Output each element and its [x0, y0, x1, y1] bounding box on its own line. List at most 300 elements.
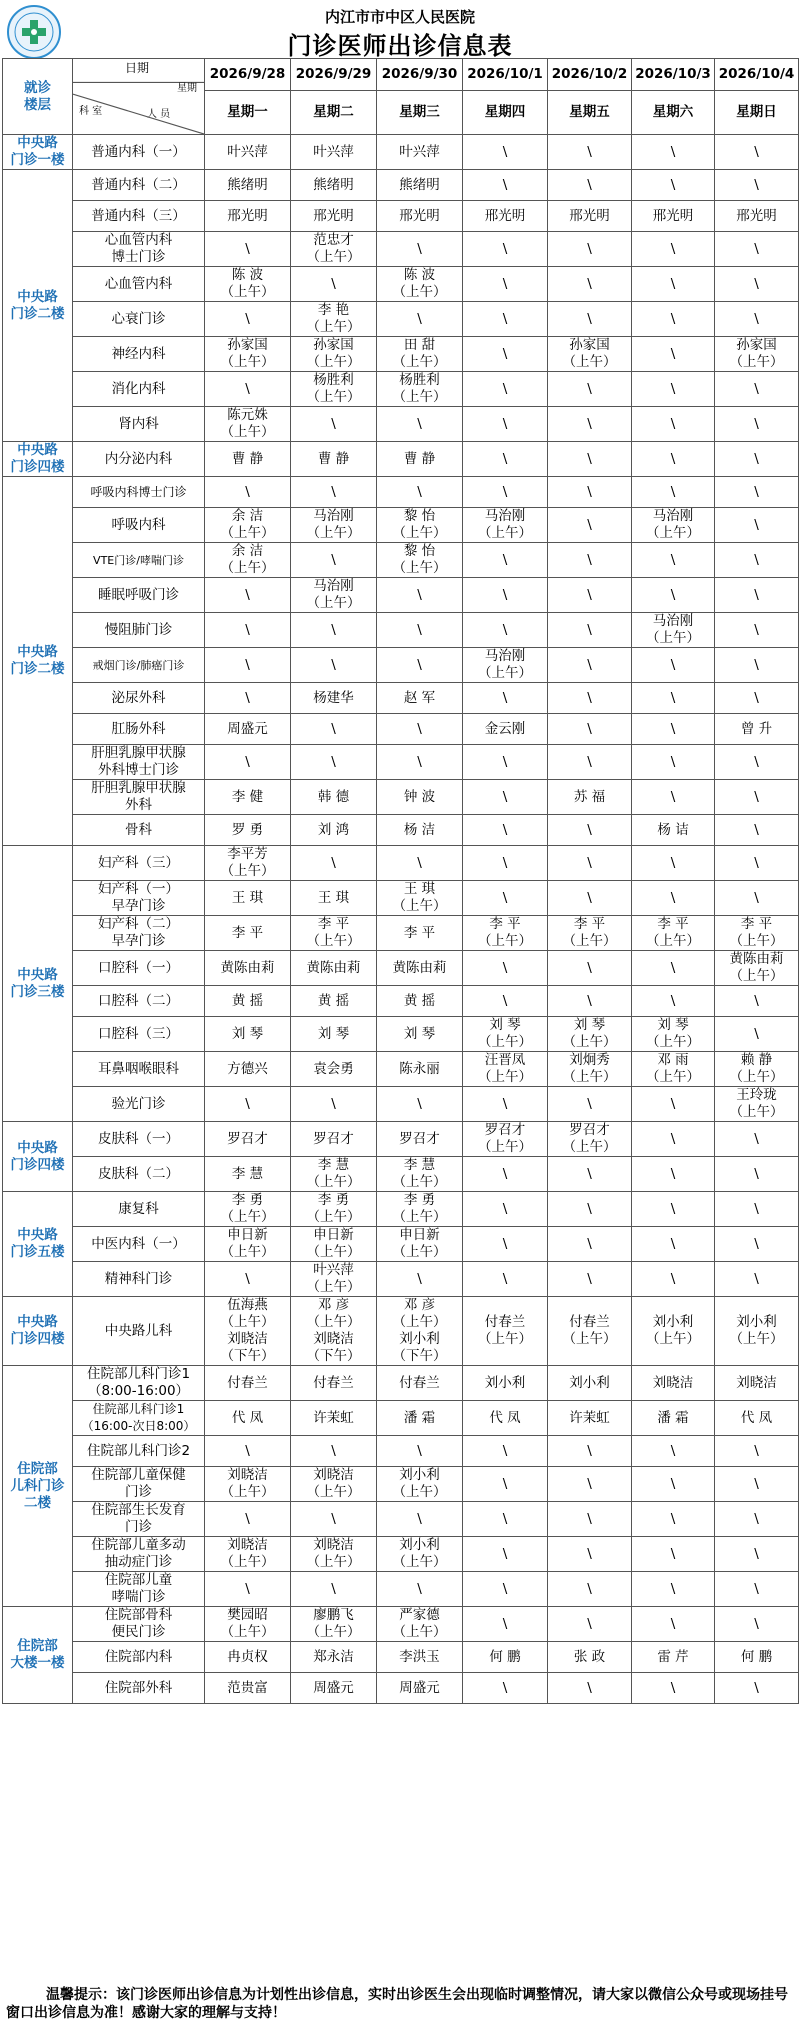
table-row [3, 916, 799, 951]
doctor-cell: 韩 德 [291, 780, 377, 815]
doctor-cell: 黄陈由莉 [291, 951, 377, 986]
doctor-cell: \ [632, 648, 715, 683]
doctor-cell: \ [548, 1157, 632, 1192]
floor-cell: 中央路 门诊四楼 [3, 1297, 73, 1366]
doctor-cell: 杨 诘 [632, 815, 715, 846]
doctor-cell: \ [715, 1673, 799, 1704]
doctor-cell: \ [377, 846, 463, 881]
notice-text: 温馨提示：该门诊医师出诊信息为计划性出诊信息，实时出诊医生会出现临时调整情况，请大家以微信公众号或现场挂号窗口出诊信息为准！感谢大家的理解与支持！ [6, 1987, 788, 2021]
doctor-cell: \ [291, 1502, 377, 1537]
doctor-cell: 金云刚 [463, 714, 548, 745]
doctor-cell: 刘 琴 （上午） [548, 1017, 632, 1052]
doctor-cell: 孙家国 （上午） [548, 337, 632, 372]
doctor-cell: 代 凤 [205, 1401, 291, 1436]
doctor-cell: 刘晓洁 （上午） [205, 1467, 291, 1502]
header-corner [73, 59, 205, 135]
date-header: 2026/10/4 [715, 59, 799, 91]
doctor-cell: \ [548, 846, 632, 881]
doctor-cell: \ [205, 648, 291, 683]
doctor-cell: 李洪玉 [377, 1642, 463, 1673]
weekday-header: 星期一 [205, 91, 291, 135]
doctor-cell: 黎 怡 （上午） [377, 543, 463, 578]
doctor-cell: \ [632, 1436, 715, 1467]
doctor-cell: \ [548, 232, 632, 267]
doctor-cell: \ [715, 267, 799, 302]
doctor-cell: 许茉虹 [291, 1401, 377, 1436]
doctor-cell: \ [715, 543, 799, 578]
doctor-cell: 罗召才 （上午） [463, 1122, 548, 1157]
table-row [3, 1502, 799, 1537]
doctor-cell: \ [463, 170, 548, 201]
doctor-cell: 周盛元 [205, 714, 291, 745]
department-cell: 精神科门诊 [73, 1262, 205, 1297]
date-header: 2026/9/29 [291, 59, 377, 91]
doctor-cell: 何 鹏 [715, 1642, 799, 1673]
doctor-cell: \ [205, 613, 291, 648]
doctor-cell: 刘小利 （上午） [715, 1297, 799, 1366]
doctor-cell: 孙家国 （上午） [715, 337, 799, 372]
table-row [3, 543, 799, 578]
doctor-cell: \ [377, 477, 463, 508]
doctor-cell: \ [205, 578, 291, 613]
doctor-cell: 陈 波 （上午） [205, 267, 291, 302]
doctor-cell: \ [463, 267, 548, 302]
doctor-cell: 陈元姝 （上午） [205, 407, 291, 442]
doctor-cell: 方德兴 [205, 1052, 291, 1087]
department-cell: 神经内科 [73, 337, 205, 372]
table-row [3, 1467, 799, 1502]
table-row [3, 477, 799, 508]
doctor-cell: 李 平 （上午） [291, 916, 377, 951]
table-row [3, 135, 799, 170]
doctor-cell: \ [463, 578, 548, 613]
doctor-cell: \ [715, 578, 799, 613]
doctor-cell: 余 洁 （上午） [205, 508, 291, 543]
doctor-cell: 廖鹏飞 （上午） [291, 1607, 377, 1642]
doctor-cell: \ [205, 1436, 291, 1467]
doctor-cell: 李 平 [205, 916, 291, 951]
schedule-table [2, 58, 799, 1704]
doctor-cell: \ [548, 1572, 632, 1607]
doctor-cell: 马治刚 （上午） [291, 508, 377, 543]
doctor-cell: 刘晓洁 （上午） [291, 1537, 377, 1572]
doctor-cell: \ [632, 881, 715, 916]
doctor-cell: \ [463, 1572, 548, 1607]
doctor-cell: 曾 升 [715, 714, 799, 745]
department-cell: 康复科 [73, 1192, 205, 1227]
doctor-cell: \ [463, 1467, 548, 1502]
doctor-cell: 刘晓洁 （上午） [291, 1467, 377, 1502]
table-row [3, 201, 799, 232]
table-row [3, 1572, 799, 1607]
doctor-cell: 马治刚 （上午） [463, 648, 548, 683]
doctor-cell: 邢光明 [548, 201, 632, 232]
doctor-cell: \ [548, 881, 632, 916]
doctor-cell: 刘小利 [463, 1366, 548, 1401]
doctor-cell: \ [715, 1122, 799, 1157]
doctor-cell: \ [463, 407, 548, 442]
doctor-cell: \ [632, 407, 715, 442]
doctor-cell: 刘 鸿 [291, 815, 377, 846]
doctor-cell: 邢光明 [715, 201, 799, 232]
doctor-cell: \ [715, 477, 799, 508]
table-row [3, 1122, 799, 1157]
department-cell: 中医内科（一） [73, 1227, 205, 1262]
doctor-cell: \ [632, 232, 715, 267]
doctor-cell: 刘 琴 [205, 1017, 291, 1052]
department-cell: 皮肤科（一） [73, 1122, 205, 1157]
doctor-cell: 邢光明 [205, 201, 291, 232]
doctor-cell: \ [205, 1087, 291, 1122]
department-cell: 泌尿外科 [73, 683, 205, 714]
doctor-cell: \ [632, 337, 715, 372]
department-cell: 心血管内科 [73, 267, 205, 302]
doctor-cell: \ [632, 951, 715, 986]
doctor-cell: \ [632, 477, 715, 508]
doctor-cell: \ [463, 1227, 548, 1262]
doctor-cell: 伍海燕 （上午） 刘晓洁 （下午） [205, 1297, 291, 1366]
doctor-cell: \ [632, 714, 715, 745]
floor-cell: 中央路 门诊四楼 [3, 1122, 73, 1192]
doctor-cell: 马治刚 （上午） [291, 578, 377, 613]
doctor-cell: \ [377, 578, 463, 613]
doctor-cell: \ [632, 302, 715, 337]
table-row [3, 232, 799, 267]
doctor-cell: 刘小利 （上午） [632, 1297, 715, 1366]
doctor-cell: \ [548, 714, 632, 745]
floor-cell: 中央路 门诊二楼 [3, 477, 73, 846]
doctor-cell: 李 健 [205, 780, 291, 815]
doctor-cell: \ [632, 986, 715, 1017]
doctor-cell: \ [548, 1502, 632, 1537]
doctor-cell: 黄 摇 [377, 986, 463, 1017]
doctor-cell: 汪晋凤 （上午） [463, 1052, 548, 1087]
doctor-cell: \ [291, 613, 377, 648]
doctor-cell: \ [463, 1537, 548, 1572]
doctor-cell: \ [548, 1227, 632, 1262]
date-header: 2026/9/30 [377, 59, 463, 91]
doctor-cell: \ [632, 170, 715, 201]
doctor-cell: \ [205, 232, 291, 267]
doctor-cell: \ [463, 881, 548, 916]
doctor-cell: 曹 静 [205, 442, 291, 477]
doctor-cell: \ [377, 407, 463, 442]
table-row [3, 815, 799, 846]
floor-cell: 中央路 门诊二楼 [3, 170, 73, 442]
doctor-cell: 李 平 （上午） [715, 916, 799, 951]
doctor-cell: \ [632, 1572, 715, 1607]
doctor-cell: \ [548, 1673, 632, 1704]
table-row [3, 745, 799, 780]
table-row [3, 578, 799, 613]
doctor-cell: \ [377, 1502, 463, 1537]
table-row [3, 1297, 799, 1366]
doctor-cell: \ [715, 683, 799, 714]
doctor-cell: 李 勇 （上午） [205, 1192, 291, 1227]
department-cell: 住院部儿童多动 抽动症门诊 [73, 1537, 205, 1572]
doctor-cell: \ [715, 407, 799, 442]
doctor-cell: 叶兴萍 （上午） [291, 1262, 377, 1297]
doctor-cell: \ [463, 543, 548, 578]
doctor-cell: 叶兴萍 [205, 135, 291, 170]
doctor-cell: 李 平 （上午） [548, 916, 632, 951]
doctor-cell: 刘 琴 （上午） [632, 1017, 715, 1052]
doctor-cell: 周盛元 [291, 1673, 377, 1704]
doctor-cell: \ [715, 1537, 799, 1572]
doctor-cell: 代 凤 [715, 1401, 799, 1436]
doctor-cell: \ [715, 372, 799, 407]
doctor-cell: \ [463, 1436, 548, 1467]
doctor-cell: \ [463, 951, 548, 986]
doctor-cell: \ [632, 1502, 715, 1537]
doctor-cell: \ [291, 407, 377, 442]
doctor-cell: 王 琪 [291, 881, 377, 916]
doctor-cell: \ [632, 745, 715, 780]
department-cell: 皮肤科（二） [73, 1157, 205, 1192]
doctor-cell: 刘晓洁 （上午） [205, 1537, 291, 1572]
doctor-cell: 曹 静 [291, 442, 377, 477]
doctor-cell: 叶兴萍 [377, 135, 463, 170]
doctor-cell: 邢光明 [463, 201, 548, 232]
doctor-cell: \ [632, 543, 715, 578]
doctor-cell: \ [548, 815, 632, 846]
doctor-cell: 黄 摇 [291, 986, 377, 1017]
doctor-cell: \ [463, 337, 548, 372]
doctor-cell: 申日新 （上午） [291, 1227, 377, 1262]
doctor-cell: \ [632, 578, 715, 613]
doctor-cell: 马治刚 （上午） [463, 508, 548, 543]
doctor-cell: \ [715, 302, 799, 337]
doctor-cell: 田 甜 （上午） [377, 337, 463, 372]
doctor-cell: 冉贞权 [205, 1642, 291, 1673]
department-cell: 住院部外科 [73, 1673, 205, 1704]
doctor-cell: 熊绪明 [291, 170, 377, 201]
doctor-cell: \ [377, 648, 463, 683]
table-row [3, 267, 799, 302]
department-cell: 普通内科（一） [73, 135, 205, 170]
doctor-cell: \ [548, 648, 632, 683]
doctor-cell: 张 政 [548, 1642, 632, 1673]
doctor-cell: 刘 琴 [377, 1017, 463, 1052]
doctor-cell: \ [548, 477, 632, 508]
table-row [3, 951, 799, 986]
doctor-cell: 刘小利 （上午） [377, 1537, 463, 1572]
table-row [3, 1436, 799, 1467]
doctor-cell: \ [715, 846, 799, 881]
doctor-cell: 刘小利 （上午） [377, 1467, 463, 1502]
doctor-cell: 余 洁 （上午） [205, 543, 291, 578]
doctor-cell: 李 慧 （上午） [291, 1157, 377, 1192]
doctor-cell: \ [291, 1436, 377, 1467]
doctor-cell: 付春兰 （上午） [548, 1297, 632, 1366]
doctor-cell: \ [715, 1017, 799, 1052]
doctor-cell: \ [715, 1572, 799, 1607]
doctor-cell: \ [548, 1192, 632, 1227]
table-row [3, 1157, 799, 1192]
department-cell: VTE门诊/哮喘门诊 [73, 543, 205, 578]
doctor-cell: 黄陈由莉 [377, 951, 463, 986]
floor-cell: 中央路 门诊五楼 [3, 1192, 73, 1297]
doctor-cell: \ [291, 267, 377, 302]
doctor-cell: \ [377, 1436, 463, 1467]
corner-person-label: 人 员 [147, 109, 171, 120]
floor-header-label: 就诊 楼层 [24, 79, 51, 113]
table-row [3, 780, 799, 815]
doctor-cell: \ [548, 1262, 632, 1297]
doctor-cell: \ [291, 846, 377, 881]
doctor-cell: \ [548, 267, 632, 302]
doctor-cell: \ [632, 1122, 715, 1157]
doctor-cell: 罗召才 （上午） [548, 1122, 632, 1157]
table-row [3, 1017, 799, 1052]
doctor-cell: \ [291, 745, 377, 780]
department-cell: 住院部生长发育 门诊 [73, 1502, 205, 1537]
doctor-cell: \ [548, 170, 632, 201]
doctor-cell: 钟 波 [377, 780, 463, 815]
doctor-cell: 杨建华 [291, 683, 377, 714]
doctor-cell: 严家德 （上午） [377, 1607, 463, 1642]
doctor-cell: \ [548, 578, 632, 613]
doctor-cell: 李 平 [377, 916, 463, 951]
doctor-cell: \ [632, 1673, 715, 1704]
doctor-cell: \ [548, 745, 632, 780]
department-cell: 口腔科（二） [73, 986, 205, 1017]
doctor-cell: \ [205, 302, 291, 337]
doctor-cell: \ [291, 1572, 377, 1607]
doctor-cell: \ [632, 1262, 715, 1297]
weekday-header: 星期五 [548, 91, 632, 135]
department-cell: 消化内科 [73, 372, 205, 407]
doctor-cell: \ [715, 1192, 799, 1227]
department-cell: 普通内科（三） [73, 201, 205, 232]
doctor-cell: \ [715, 135, 799, 170]
department-cell: 心衰门诊 [73, 302, 205, 337]
doctor-cell: \ [205, 1262, 291, 1297]
doctor-cell: \ [715, 745, 799, 780]
doctor-cell: 李 慧 （上午） [377, 1157, 463, 1192]
doctor-cell: \ [632, 442, 715, 477]
doctor-cell: 邓 雨 （上午） [632, 1052, 715, 1087]
doctor-cell: \ [377, 745, 463, 780]
department-cell: 验光门诊 [73, 1087, 205, 1122]
floor-cell: 住院部 儿科门诊 二楼 [3, 1366, 73, 1607]
doctor-cell: \ [205, 477, 291, 508]
doctor-cell: \ [548, 951, 632, 986]
doctor-cell: 刘晓洁 [632, 1366, 715, 1401]
corner-dept-label: 科 室 [79, 106, 103, 117]
table-row [3, 1087, 799, 1122]
doctor-cell: \ [291, 543, 377, 578]
doctor-cell: 邓 彦 （上午） 刘晓洁 （下午） [291, 1297, 377, 1366]
doctor-cell: \ [632, 1537, 715, 1572]
doctor-cell: \ [463, 372, 548, 407]
corner-date-label: 日期 [125, 61, 150, 75]
doctor-cell: 马治刚 （上午） [632, 613, 715, 648]
doctor-cell: \ [632, 1467, 715, 1502]
doctor-cell: 申日新 （上午） [377, 1227, 463, 1262]
doctor-cell: \ [377, 613, 463, 648]
doctor-cell: 赖 静 （上午） [715, 1052, 799, 1087]
doctor-cell: 李 平 （上午） [463, 916, 548, 951]
doctor-cell: 黄 摇 [205, 986, 291, 1017]
doctor-cell: \ [548, 613, 632, 648]
doctor-cell: \ [632, 1157, 715, 1192]
doctor-cell: 罗 勇 [205, 815, 291, 846]
doctor-cell: \ [291, 477, 377, 508]
doctor-cell: 邢光明 [632, 201, 715, 232]
doctor-cell: \ [632, 683, 715, 714]
page-title: 门诊医师出诊信息表 [287, 32, 513, 60]
doctor-cell: \ [715, 986, 799, 1017]
doctor-cell: 袁会勇 [291, 1052, 377, 1087]
table-row [3, 407, 799, 442]
date-header: 2026/9/28 [205, 59, 291, 91]
doctor-cell: \ [715, 648, 799, 683]
doctor-cell: \ [463, 1087, 548, 1122]
weekday-header: 星期三 [377, 91, 463, 135]
department-cell: 住院部儿科门诊1 （8:00-16:00） [73, 1366, 205, 1401]
doctor-cell: \ [632, 1227, 715, 1262]
doctor-cell: \ [463, 1157, 548, 1192]
doctor-cell: \ [205, 1572, 291, 1607]
doctor-cell: 杨 洁 [377, 815, 463, 846]
department-cell: 住院部内科 [73, 1642, 205, 1673]
doctor-cell: \ [291, 648, 377, 683]
table-row [3, 1642, 799, 1673]
doctor-cell: \ [463, 442, 548, 477]
department-cell: 耳鼻咽喉眼科 [73, 1052, 205, 1087]
doctor-cell: \ [377, 302, 463, 337]
floor-cell: 中央路 门诊四楼 [3, 442, 73, 477]
doctor-cell: \ [548, 1607, 632, 1642]
doctor-cell: 马治刚 （上午） [632, 508, 715, 543]
department-cell: 普通内科（二） [73, 170, 205, 201]
doctor-cell: \ [632, 846, 715, 881]
doctor-cell: \ [715, 1436, 799, 1467]
floor-cell: 中央路 门诊三楼 [3, 846, 73, 1122]
table-row [3, 1673, 799, 1704]
doctor-cell: 杨胜利 （上午） [377, 372, 463, 407]
department-cell: 睡眠呼吸门诊 [73, 578, 205, 613]
date-header: 2026/10/1 [463, 59, 548, 91]
doctor-cell: \ [715, 1502, 799, 1537]
doctor-cell: 付春兰 [291, 1366, 377, 1401]
doctor-cell: \ [548, 302, 632, 337]
department-cell: 慢阻肺门诊 [73, 613, 205, 648]
department-cell: 妇产科（三） [73, 846, 205, 881]
table-row [3, 508, 799, 543]
doctor-cell: 付春兰 （上午） [463, 1297, 548, 1366]
doctor-cell: \ [715, 613, 799, 648]
doctor-cell: \ [463, 1607, 548, 1642]
doctor-cell: \ [715, 1262, 799, 1297]
doctor-cell: 付春兰 [377, 1366, 463, 1401]
doctor-cell: 李 慧 [205, 1157, 291, 1192]
doctor-cell: \ [715, 815, 799, 846]
doctor-cell: 陈 波 （上午） [377, 267, 463, 302]
date-header: 2026/10/2 [548, 59, 632, 91]
doctor-cell: 杨胜利 （上午） [291, 372, 377, 407]
doctor-cell: \ [715, 232, 799, 267]
hospital-name: 内江市市中区人民医院 [324, 8, 475, 26]
doctor-cell: 刘晓洁 [715, 1366, 799, 1401]
doctor-cell: 罗召才 [377, 1122, 463, 1157]
doctor-cell: \ [632, 372, 715, 407]
table-row [3, 1537, 799, 1572]
doctor-cell: 刘炯秀 （上午） [548, 1052, 632, 1087]
doctor-cell: 曹 静 [377, 442, 463, 477]
doctor-cell: \ [463, 302, 548, 337]
